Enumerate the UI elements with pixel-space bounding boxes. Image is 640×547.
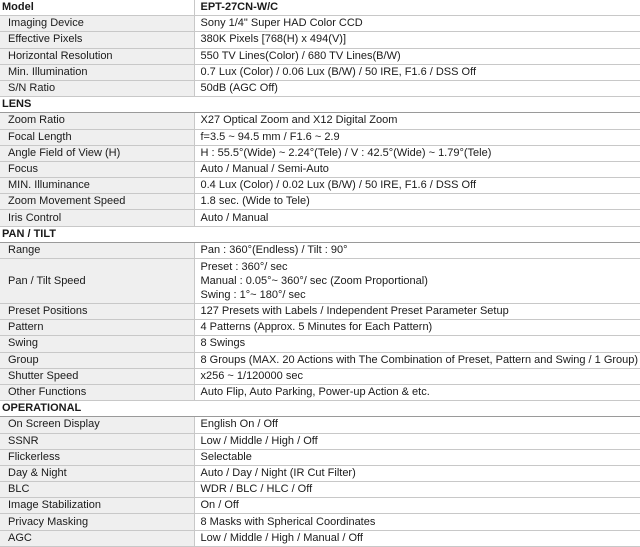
spec-row-pan-tilt-speed [0, 259, 640, 304]
spec-label: Image Stabilization [0, 498, 194, 514]
spec-value-line: English On / Off [201, 417, 640, 432]
spec-row-blc [0, 482, 640, 498]
spec-value [194, 530, 640, 546]
spec-label: Day & Night [0, 465, 194, 481]
spec-value [194, 320, 640, 336]
spec-row-min-illuminance [0, 178, 640, 194]
spec-label: Swing [0, 336, 194, 352]
spec-value [194, 178, 640, 194]
spec-value-line: Sony 1/4" Super HAD Color CCD [201, 16, 640, 31]
spec-label: Focus [0, 161, 194, 177]
spec-label: Privacy Masking [0, 514, 194, 530]
spec-label: Imaging Device [0, 16, 194, 32]
spec-value-line: Auto / Manual [201, 211, 640, 226]
spec-value-line: Low / Middle / High / Off [201, 434, 640, 449]
spec-value [194, 194, 640, 210]
spec-value-line: 50dB (AGC Off) [201, 81, 640, 96]
spec-label: Shutter Speed [0, 368, 194, 384]
spec-value [194, 16, 640, 32]
spec-value-line: 8 Swings [201, 336, 640, 351]
spec-value-line: Manual : 0.05°~ 360°/ sec (Zoom Proportional) [201, 274, 640, 288]
spec-row-swing [0, 336, 640, 352]
spec-label: Preset Positions [0, 304, 194, 320]
spec-value [194, 129, 640, 145]
spec-label: Horizontal Resolution [0, 48, 194, 64]
spec-value [194, 48, 640, 64]
section-title: OPERATIONAL [0, 401, 640, 417]
spec-value [194, 32, 640, 48]
spec-row-ssnr [0, 433, 640, 449]
spec-value-line: Selectable [201, 450, 640, 465]
spec-row-imaging-device [0, 16, 640, 32]
spec-value-line: Auto Flip, Auto Parking, Power-up Action & etc. [201, 385, 640, 400]
section-header-lens [0, 97, 640, 113]
spec-value-line: WDR / BLC / HLC / Off [201, 482, 640, 497]
spec-row-angle-field-of-view-h [0, 145, 640, 161]
spec-row-on-screen-display [0, 417, 640, 433]
spec-value-line: H : 55.5°(Wide) ~ 2.24°(Tele) / V : 42.5°(Wide) ~ 1.79°(Tele) [201, 146, 640, 161]
spec-value [194, 417, 640, 433]
section-title: LENS [0, 97, 640, 113]
section-title: PAN / TILT [0, 226, 640, 242]
spec-row-s-n-ratio [0, 80, 640, 96]
spec-label: Range [0, 242, 194, 258]
spec-label: S/N Ratio [0, 80, 194, 96]
spec-row-horizontal-resolution [0, 48, 640, 64]
spec-row-min-illumination [0, 64, 640, 80]
spec-label: Other Functions [0, 384, 194, 400]
spec-value-line: 0.4 Lux (Color) / 0.02 Lux (B/W) / 50 IRE, F1.6 / DSS Off [201, 178, 640, 193]
spec-row-zoom-movement-speed [0, 194, 640, 210]
spec-value [194, 304, 640, 320]
spec-value-line: 380K Pixels [768(H) x 494(V)] [201, 32, 640, 47]
spec-value [194, 368, 640, 384]
spec-label: Min. Illumination [0, 64, 194, 80]
spec-value [194, 514, 640, 530]
spec-value [194, 113, 640, 129]
spec-value-line: 550 TV Lines(Color) / 680 TV Lines(B/W) [201, 49, 640, 64]
spec-value-line: 0.7 Lux (Color) / 0.06 Lux (B/W) / 50 IRE, F1.6 / DSS Off [201, 65, 640, 80]
model-value: EPT-27CN-W/C [194, 0, 640, 16]
spec-value [194, 352, 640, 368]
spec-label: Zoom Movement Speed [0, 194, 194, 210]
spec-value-line: 4 Patterns (Approx. 5 Minutes for Each Pattern) [201, 320, 640, 335]
spec-label: Focal Length [0, 129, 194, 145]
spec-value [194, 242, 640, 258]
spec-value [194, 145, 640, 161]
spec-label: Pattern [0, 320, 194, 336]
spec-value [194, 498, 640, 514]
spec-value [194, 433, 640, 449]
spec-row-image-stabilization [0, 498, 640, 514]
spec-row-other-functions [0, 384, 640, 400]
spec-row-shutter-speed [0, 368, 640, 384]
spec-value-line: Pan : 360°(Endless) / Tilt : 90° [201, 243, 640, 258]
spec-value [194, 336, 640, 352]
section-header-pan-tilt [0, 226, 640, 242]
spec-value-line: On / Off [201, 498, 640, 513]
spec-value [194, 465, 640, 481]
spec-row-day-night [0, 465, 640, 481]
model-header-row [0, 0, 640, 16]
spec-row-preset-positions [0, 304, 640, 320]
model-label: Model [0, 0, 194, 16]
spec-row-effective-pixels [0, 32, 640, 48]
section-header-operational [0, 401, 640, 417]
spec-value [194, 80, 640, 96]
spec-label: Iris Control [0, 210, 194, 226]
spec-label: On Screen Display [0, 417, 194, 433]
spec-label: Effective Pixels [0, 32, 194, 48]
spec-value-line: Auto / Manual / Semi-Auto [201, 162, 640, 177]
spec-label: MIN. Illuminance [0, 178, 194, 194]
spec-value-line: Low / Middle / High / Manual / Off [201, 531, 640, 546]
spec-value-line: Swing : 1°~ 180°/ sec [201, 288, 640, 302]
spec-row-flickerless [0, 449, 640, 465]
spec-value-line: f=3.5 ~ 94.5 mm / F1.6 ~ 2.9 [201, 130, 640, 145]
spec-label: Angle Field of View (H) [0, 145, 194, 161]
spec-row-focal-length [0, 129, 640, 145]
spec-value [194, 482, 640, 498]
spec-label: Group [0, 352, 194, 368]
spec-value [194, 384, 640, 400]
spec-row-group [0, 352, 640, 368]
spec-value-line: 8 Masks with Spherical Coordinates [201, 515, 640, 530]
spec-label: Zoom Ratio [0, 113, 194, 129]
spec-row-range [0, 242, 640, 258]
spec-label: AGC [0, 530, 194, 546]
spec-row-privacy-masking [0, 514, 640, 530]
spec-value [194, 259, 640, 304]
spec-value [194, 449, 640, 465]
spec-value [194, 64, 640, 80]
spec-row-focus [0, 161, 640, 177]
spec-label: Pan / Tilt Speed [0, 259, 194, 304]
spec-row-agc [0, 530, 640, 546]
spec-value-line: X27 Optical Zoom and X12 Digital Zoom [201, 113, 640, 128]
spec-row-iris-control [0, 210, 640, 226]
spec-value-line: 1.8 sec. (Wide to Tele) [201, 194, 640, 209]
spec-value-line: Auto / Day / Night (IR Cut Filter) [201, 466, 640, 481]
spec-row-zoom-ratio [0, 113, 640, 129]
spec-label: BLC [0, 482, 194, 498]
spec-value-line: x256 ~ 1/120000 sec [201, 369, 640, 384]
spec-label: Flickerless [0, 449, 194, 465]
spec-value [194, 210, 640, 226]
spec-value-line: 8 Groups (MAX. 20 Actions with The Combination of Preset, Pattern and Swing / 1 Group) [201, 353, 640, 368]
spec-value [194, 161, 640, 177]
spec-row-pattern [0, 320, 640, 336]
spec-value-line: Preset : 360°/ sec [201, 260, 640, 274]
spec-value-line: 127 Presets with Labels / Independent Preset Parameter Setup [201, 304, 640, 319]
spec-label: SSNR [0, 433, 194, 449]
